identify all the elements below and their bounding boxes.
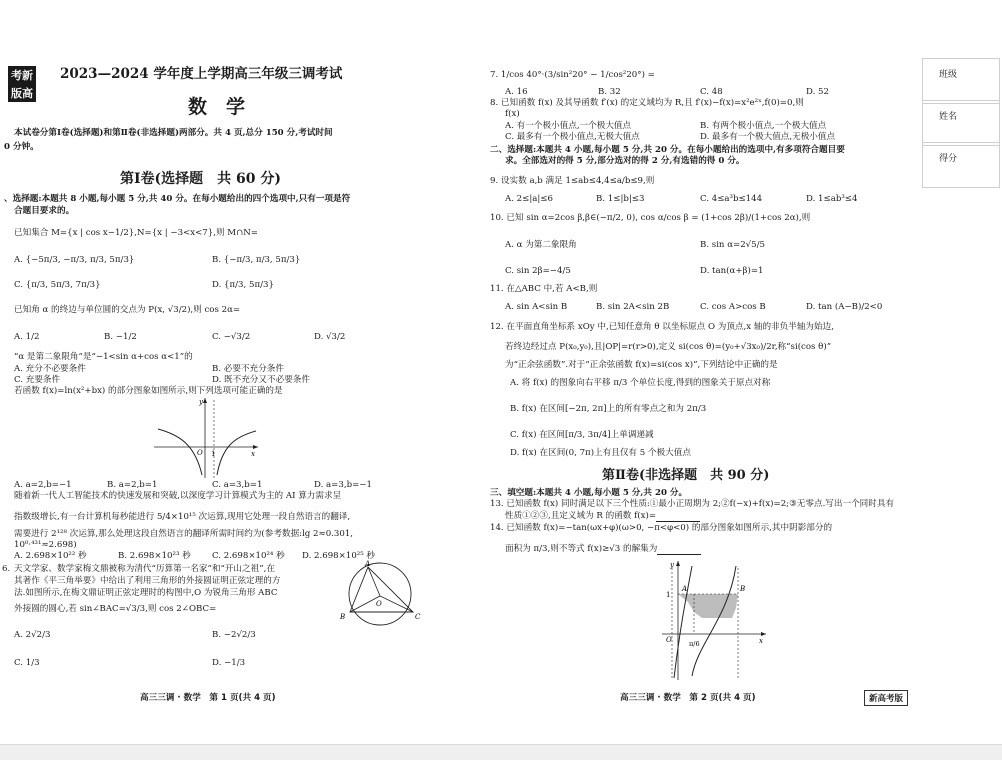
q12-stem-2: 若终边经过点 P(x₀,y₀),且|OP|=r(r>0),定义 si(cos θ)=(y₀+√3x₀)/2r,称“si(cos θ)” xyxy=(505,342,832,352)
q13-stem-2-text: 性质①②③,且定义域为 R 的函数 f(x)= xyxy=(505,511,657,521)
q7-option-b: B. 32 xyxy=(598,87,621,97)
q6-option-c: C. 1/3 xyxy=(14,658,40,668)
section-2-title: 第Ⅱ卷(非选择题 共 90 分) xyxy=(602,468,770,483)
page-1-footer: 高三三调 · 数学 第 1 页(共 4 页) xyxy=(140,693,276,703)
q6-label-b: B xyxy=(340,613,346,621)
class-field[interactable] xyxy=(922,58,1000,104)
q13-answer-blank[interactable] xyxy=(656,513,700,522)
q9-option-d: D. 1≤ab³≤4 xyxy=(806,194,858,204)
q7-option-d: D. 52 xyxy=(806,87,829,97)
q4-function-graph xyxy=(150,395,260,480)
q4-option-c: C. a=3,b=1 xyxy=(212,480,263,490)
q1-stem: 已知集合 M={x | cos x−1/2},N={x | −3<x<7},则 M∩N= xyxy=(14,228,259,238)
name-label: 姓名 xyxy=(939,112,958,122)
q6-stem-3: 法.如图所示,在梅文鼎证明正弦定理时的构图中,O 为锐角三角形 ABC xyxy=(14,588,278,598)
q5-option-b: B. 2.698×10²³ 秒 xyxy=(118,551,191,561)
q5-option-c: C. 2.698×10²⁴ 秒 xyxy=(212,551,285,561)
q14-point-b: B xyxy=(740,585,746,593)
q13-stem-2 xyxy=(505,511,700,522)
score-label: 得分 xyxy=(939,154,958,164)
q13-stem-1: 13. 已知函数 f(x) 同时满足以下三个性质:①最小正周期为 2;②f(−x)+f(x)=2;③无零点.写出一个同时具有 xyxy=(490,499,895,509)
q10-stem: 10. 已知 sin α=2cos β,β∈(−π/2, 0), cos α/cos β = (1+cos 2β)/(1+cos 2α),则 xyxy=(490,213,811,223)
score-field[interactable] xyxy=(922,142,1000,188)
q2-option-d: D. √3/2 xyxy=(314,332,346,342)
part-3-instructions: 三、填空题:本题共 4 小题,每小题 5 分,共 20 分。 xyxy=(490,488,688,498)
q10-option-d: D. tan(α+β)=1 xyxy=(700,266,764,276)
q10-option-a: A. α 为第二象限角 xyxy=(505,240,577,250)
intro-line-2: 0 分钟。 xyxy=(4,142,39,152)
part-2-instructions: 二、选择题:本题共 4 小题,每小题 5 分,共 20 分。在每小题给出的选项中,有多项符合题目要 xyxy=(490,145,845,155)
q12-option-c: C. f(x) 在区间[π/3, 3π/4]上单调递减 xyxy=(510,430,654,440)
q11-option-d: D. tan (A−B)/2<0 xyxy=(806,302,883,312)
q11-option-b: B. sin 2A<sin 2B xyxy=(596,302,670,312)
q14-origin: O xyxy=(666,636,672,644)
q6-circle-figure xyxy=(338,560,430,630)
q7-option-a: A. 16 xyxy=(505,87,528,97)
q12-option-b: B. f(x) 在区间[−2π, 2π]上的所有零点之和为 2π/3 xyxy=(510,404,707,414)
q8-stem: 8. 已知函数 f(x) 及其导函数 f′(x) 的定义域均为 R,且 f′(x)−f(x)=x²e²ˣ,f(0)=0,则 xyxy=(490,98,804,108)
q6-stem-2: 其著作《平三角举要》中给出了利用三角形的外接圆证明正弦定理的方 xyxy=(14,576,281,586)
q11-option-c: C. cos A>cos B xyxy=(700,302,766,312)
header-badge-bottom: 版高 xyxy=(8,84,36,102)
q14-tick-pi6: π/6 xyxy=(689,640,700,648)
q5-option-a: A. 2.698×10²² 秒 xyxy=(14,551,87,561)
q5-stem-4: 10⁰·⁴³¹≈2.698) xyxy=(14,540,77,550)
q9-option-a: A. 2≤|a|≤6 xyxy=(505,194,553,204)
q4-tick-1: 1 xyxy=(211,450,216,458)
q7-stem: 7. 1/cos 40°·(3/sin²20° − 1/cos²20°) = xyxy=(490,70,655,80)
q2-option-b: B. −1/2 xyxy=(104,332,137,342)
q8-option-a: A. 有一个极小值点,一个极大值点 xyxy=(505,121,632,131)
q14-stem-2 xyxy=(505,544,701,555)
q5-stem-2: 指数级增长,有一台计算机每秒能进行 5/4×10¹⁵ 次运算,现用它处理一段自然语言的翻译, xyxy=(14,512,351,522)
q4-option-a: A. a=2,b=−1 xyxy=(14,480,72,490)
q5-option-d: D. 2.698×10²⁵ 秒 xyxy=(302,551,376,561)
q6-option-d: D. −1/3 xyxy=(212,658,246,668)
q2-stem: 已知角 α 的终边与单位圆的交点为 P(x, √3/2),则 cos 2α= xyxy=(14,305,241,315)
q6-number: 6. xyxy=(2,564,11,574)
q14-axis-y: y xyxy=(670,561,674,569)
q6-option-b: B. −2√2/3 xyxy=(212,630,256,640)
q14-answer-blank[interactable] xyxy=(657,546,701,555)
q11-option-a: A. sin A<sin B xyxy=(505,302,568,312)
q12-stem-3: 为“正余弦函数”.对于“正余弦函数 f(x)=si(cos x)”,下列结论中正确的是 xyxy=(505,360,778,370)
q3-option-a: A. 充分不必要条件 xyxy=(14,364,86,374)
subject-title: 数 学 xyxy=(188,96,246,118)
brand-badge: 新高考版 xyxy=(864,690,908,706)
q14-stem-1: 14. 已知函数 f(x)=−tan(ωx+φ)(ω>0, −π<φ<0) 的部分图象如图所示,其中阴影部分的 xyxy=(490,523,833,533)
q8-option-b: B. 有两个极小值点,一个极大值点 xyxy=(700,121,827,131)
part-2-instructions-2: 求。全部选对的得 5 分,部分选对的得 2 分,有选错的得 0 分。 xyxy=(505,156,745,166)
q9-option-b: B. 1≤|b|≤3 xyxy=(596,194,645,204)
name-field[interactable] xyxy=(922,100,1000,146)
q11-stem: 11. 在△ABC 中,若 A<B,则 xyxy=(490,284,598,294)
q1-option-d: D. {π/3, 5π/3} xyxy=(212,280,274,290)
q14-stem-2-text: 面积为 π/3,则不等式 f(x)≥√3 的解集为 xyxy=(505,544,658,554)
q7-option-c: C. 48 xyxy=(700,87,723,97)
q3-option-b: B. 必要不充分条件 xyxy=(212,364,284,374)
viewer-bottom-bar xyxy=(0,744,1002,760)
q10-option-c: C. sin 2β=−4/5 xyxy=(505,266,571,276)
intro-line-1: 本试卷分第Ⅰ卷(选择题)和第Ⅱ卷(非选择题)两部分。共 4 页,总分 150 分,考试时间 xyxy=(14,128,333,138)
q2-option-c: C. −√3/2 xyxy=(212,332,251,342)
q14-axis-x: x xyxy=(759,637,763,645)
part-1-instructions: 、选择题:本题共 8 小题,每小题 5 分,共 40 分。在每小题给出的四个选项中,只有一项是符 xyxy=(4,194,351,204)
header-badge-top: 考新 xyxy=(8,66,36,84)
q8-stem-2: f(x) xyxy=(505,109,520,119)
q4-axis-y: y xyxy=(199,398,203,406)
q6-stem-1: 天文学家、数学家梅文鼎被称为清代“历算第一名家”和“开山之祖”,在 xyxy=(14,564,275,574)
q12-option-d: D. f(x) 在区间(0, 7π)上有且仅有 5 个极大值点 xyxy=(510,448,691,458)
q4-option-b: B. a=2,b=1 xyxy=(107,480,158,490)
q10-option-b: B. sin α=2√5/5 xyxy=(700,240,765,250)
q3-option-c: C. 充要条件 xyxy=(14,375,61,385)
q12-option-a: A. 将 f(x) 的图象向右平移 π/3 个单位长度,得到的图象关于原点对称 xyxy=(510,378,771,388)
q4-axis-x: x xyxy=(251,450,255,458)
q6-label-o: O xyxy=(376,600,382,608)
q4-option-d: D. a=3,b=−1 xyxy=(314,480,372,490)
q14-tangent-graph xyxy=(658,558,768,682)
q4-stem: 若函数 f(x)=ln(x²+bx) 的部分图象如图所示,则下列选项可能正确的是 xyxy=(14,386,283,396)
q2-option-a: A. 1/2 xyxy=(14,332,40,342)
q8-option-d: D. 最多有一个极大值点,无极小值点 xyxy=(700,132,836,142)
q8-option-c: C. 最多有一个极小值点,无极大值点 xyxy=(505,132,640,142)
section-1-title: 第Ⅰ卷(选择题 共 60 分) xyxy=(120,171,282,187)
exam-title: 2023—2024 学年度上学期高三年级三调考试 xyxy=(60,66,343,82)
part-1-instructions-2: 合题目要求的。 xyxy=(14,206,75,216)
q5-stem-3: 需要进行 2¹²⁸ 次运算,那么处理这段自然语言的翻译所需时间约为(参考数据:lg 2≈0.301, xyxy=(14,529,354,539)
q1-option-a: A. {−5π/3, −π/3, π/3, 5π/3} xyxy=(14,255,135,265)
q5-stem-1: 随着新一代人工智能技术的快速发展和突破,以深度学习计算模式为主的 AI 算力需求呈 xyxy=(14,491,342,501)
q6-label-a: A xyxy=(365,560,371,568)
q12-stem-1: 12. 在平面直角坐标系 xOy 中,已知任意角 θ 以坐标原点 O 为顶点,x 轴的非负半轴为始边, xyxy=(490,322,834,332)
q6-label-c: C xyxy=(415,613,421,621)
q14-point-a: A xyxy=(682,585,688,593)
q6-option-a: A. 2√2/3 xyxy=(14,630,51,640)
class-label: 班级 xyxy=(939,70,958,80)
page-2-footer: 高三三调 · 数学 第 2 页(共 4 页) xyxy=(620,693,756,703)
q14-tick-1: 1 xyxy=(666,591,671,599)
q9-stem: 9. 设实数 a,b 满足 1≤ab≤4,4≤a/b≤9,则 xyxy=(490,176,655,186)
q9-option-c: C. 4≤a³b≤144 xyxy=(700,194,763,204)
q4-origin: O xyxy=(197,449,203,457)
q1-option-b: B. {−π/3, π/3, 5π/3} xyxy=(212,255,301,265)
q6-stem-4: 外接圆的圆心,若 sin∠BAC=√3/3,则 cos 2∠OBC= xyxy=(14,604,217,614)
q1-option-c: C. {π/3, 5π/3, 7π/3} xyxy=(14,280,101,290)
q3-option-d: D. 既不充分又不必要条件 xyxy=(212,375,310,385)
q3-stem: “α 是第二象限角”是“−1<sin α+cos α<1”的 xyxy=(14,352,193,362)
